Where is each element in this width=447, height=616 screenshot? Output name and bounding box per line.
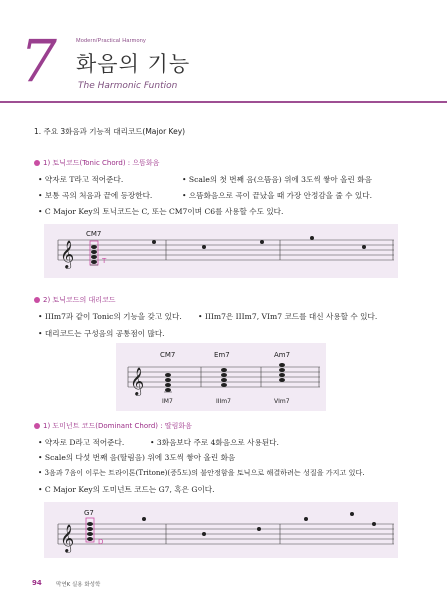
bullet-tonic-5: • C Major Key의 토닉코드는 C, 또는 CM7이며 C6를 사용할 수도 있다.: [38, 207, 284, 216]
bullet-tonic-4: • 으뜸화음으로 곡이 끝났을 때 가장 안정감을 줄 수 있다.: [182, 191, 373, 200]
bullet-tonic-1: • 약자로 T라고 적어준다.: [38, 175, 124, 184]
title-divider: [0, 101, 447, 103]
bullet-sub-3: • 대리코드는 구성음의 공통점이 많다.: [38, 329, 165, 338]
staff-substitute: [116, 343, 326, 411]
chord-label: CM7: [86, 230, 102, 238]
chapter-number: 7: [20, 27, 57, 95]
bullet-sub-2: • IIIm7은 IIIm7, VIm7 코드를 대신 사용할 수 있다.: [198, 312, 378, 321]
chord-label-2: Em7: [214, 351, 230, 359]
bullet-dom-side: • 3화음보다 주로 4화음으로 사용된다.: [150, 438, 279, 447]
roman-label-1: IM7: [162, 398, 173, 405]
subsection-heading-tonic: 1) 토닉코드(Tonic Chord) : 으뜸화음: [34, 158, 159, 168]
bullet-dom-3: • 3음과 7음이 이루는 트라이톤(Tritone)(증5도)의 불안정함을 토닉으로 해결하려는 성질을 가지고 있다.: [38, 468, 365, 477]
bullet-dot-icon: [34, 423, 40, 429]
bullet-sub-1: • IIIm7과 같이 Tonic의 기능을 갖고 있다.: [38, 312, 182, 321]
bullet-dom-4: • C Major Key의 도미넌트 코드는 G7, 혹은 G이다.: [38, 485, 215, 494]
function-label: T: [102, 257, 107, 265]
treble-clef-icon: 𝄞: [60, 240, 75, 268]
subsection-heading-dominant: 1) 도미넌트 코드(Dominant Chord) : 딸림화음: [34, 421, 192, 431]
roman-label-3: VIm7: [274, 398, 290, 405]
bullet-dot-icon: [34, 160, 40, 166]
bullet-tonic-2: • Scale의 첫 번째 음(으뜸음) 위에 3도씩 쌓아 올린 화음: [182, 175, 372, 184]
chord-label-3: Am7: [274, 351, 291, 359]
staff-dominant: [44, 502, 398, 558]
chord-label: G7: [84, 509, 94, 517]
chapter-title-en: The Harmonic Funtion: [78, 81, 178, 91]
book-title: 막연K 실용 화성학: [56, 582, 101, 588]
section-heading: 1. 주요 3화음과 기능적 대리코드(Major Key): [34, 127, 186, 136]
bullet-dot-icon: [34, 297, 40, 303]
treble-clef-icon: 𝄞: [60, 524, 75, 552]
chord-label-1: CM7: [160, 351, 176, 359]
roman-label-2: IIIm7: [216, 398, 231, 405]
subsection-heading-substitute: 2) 토닉코드의 대리코드: [34, 295, 116, 305]
bullet-dom-1: • 약자로 D라고 적어준다.: [38, 438, 125, 447]
page-number: 94: [32, 579, 42, 587]
chapter-title: 화음의 기능: [76, 52, 191, 76]
treble-clef-icon: 𝄞: [130, 367, 145, 395]
function-label: D: [98, 538, 104, 546]
chapter-series-label: Modern/Practical Harmony: [76, 38, 146, 44]
bullet-dom-2: • Scale의 다섯 번째 음(딸림음) 위에 3도씩 쌓아 올린 화음: [38, 453, 236, 462]
bullet-tonic-3: • 보통 곡의 처음과 끝에 등장한다.: [38, 191, 153, 200]
staff-tonic: [44, 224, 398, 278]
